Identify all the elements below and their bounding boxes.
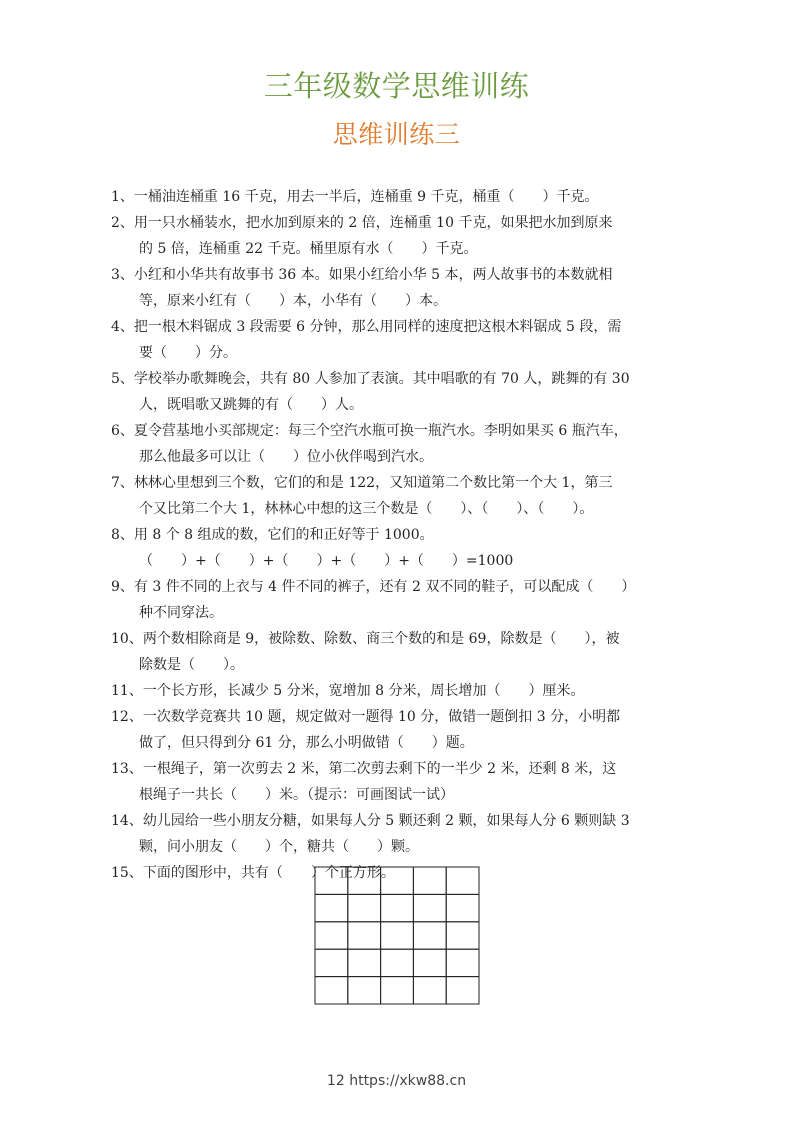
question-text: 学校举办歌舞晚会，共有 80 人参加了表演。其中唱歌的有 70 人，跳舞的有 30 [133,371,630,387]
question-text-continued: 要（ ）分。 [139,345,237,361]
question-text: 有 3 件不同的上衣与 4 件不同的裤子，还有 2 双不同的鞋子，可以配成（ ） [133,579,636,595]
question-text: 用一只水桶装水，把水加到原来的 2 倍，连桶重 10 千克，如果把水加到原来 [133,215,613,231]
question-2 [111,210,683,262]
question-text-continued: 等，原来小红有（ ）本，小华有（ ）本。 [139,293,447,309]
grid-cell [348,922,381,949]
question-text: 一个长方形，长减少 5 分米，宽增加 8 分米，周长增加（ ）厘米。 [142,683,585,699]
question-number: 7、 [111,475,134,491]
question-8 [111,522,683,574]
question-12 [111,704,683,756]
question-number: 2、 [111,215,134,231]
question-text: 一桶油连桶重 16 千克，用去一半后，连桶重 9 千克，桶重（ ）千克。 [133,189,599,205]
question-number: 13、 [111,761,143,777]
question-text-continued: 做了，但只得到分 61 分，那么小明做错（ ）题。 [139,735,474,751]
grid-cell [315,977,348,1004]
question-text: 下面的图形中，共有（ ）个正方形。 [142,865,395,881]
question-number: 3、 [111,267,134,283]
question-11 [111,678,683,704]
footer-url: https://xkw88.cn [349,1073,467,1089]
square-grid-figure [314,866,480,1005]
question-text: 小红和小华共有故事书 36 本。如果小红给小华 5 本，两人故事书的本数就相 [133,267,613,283]
question-text-continued: 根绳子一共长（ ）米。（提示：可画图试一试） [139,787,454,803]
question-number: 14、 [111,813,143,829]
grid-cell [381,949,414,976]
grid-cell [446,949,479,976]
page-subtitle: 思维训练三 [332,120,461,149]
grid-cell [446,977,479,1004]
question-3 [111,262,683,314]
question-list [111,184,683,886]
grid-cell [413,922,446,949]
question-text: 幼儿园给一些小朋友分糖，如果每人分 5 颗还剩 2 颗，如果每人分 6 颗则缺 3 [142,813,630,829]
grid-cell [348,894,381,921]
question-text: 两个数相除商是 9，被除数、除数、商三个数的和是 69，除数是（ ），被 [142,631,620,647]
grid-cell [446,894,479,921]
grid-cell [315,867,348,894]
grid-cell [315,922,348,949]
grid-cell [315,894,348,921]
question-text-continued: 的 5 倍，连桶重 22 千克。桶里原有水（ ）千克。 [139,241,478,257]
question-7 [111,470,683,522]
question-9 [111,574,683,626]
grid-cell [446,867,479,894]
question-number: 1、 [111,189,134,205]
grid-cell [381,922,414,949]
page-title: 三年级数学思维训练 [263,69,530,103]
question-number: 10、 [111,631,143,647]
question-6 [111,418,683,470]
question-text-continued: 人，既唱歌又跳舞的有（ ）人。 [139,397,363,413]
grid-cell [348,867,381,894]
question-text-continued: 除数是（ ）。 [139,657,244,673]
question-text: 夏令营基地小买部规定：每三个空汽水瓶可换一瓶汽水。李明如果买 6 瓶汽车， [133,423,628,439]
page-footer [0,1071,793,1091]
grid-cell [413,977,446,1004]
question-text-continued: 颗，问小朋友（ ）个，糖共（ ）颗。 [139,839,419,855]
page-number: 12 [326,1073,345,1089]
question-5 [111,366,683,418]
question-number: 4、 [111,319,134,335]
question-text: 把一根木料锯成 3 段需要 6 分钟，那么用同样的速度把这根木料锯成 5 段，需 [133,319,622,335]
question-text: 一根绳子，第一次剪去 2 米，第二次剪去剩下的一半少 2 米，还剩 8 米，这 [142,761,617,777]
question-text: 林林心里想到三个数，它们的和是 122，又知道第二个数比第一个大 1，第三 [133,475,613,491]
grid-cell [413,867,446,894]
grid-cell [348,949,381,976]
question-number: 8、 [111,527,134,543]
grid-cell [446,922,479,949]
question-text-continued: （ ）+（ ）+（ ）+（ ）+（ ）=1000 [139,553,514,569]
question-text-continued: 那么他最多可以让（ ）位小伙伴喝到汽水。 [139,449,433,465]
question-number: 9、 [111,579,134,595]
question-number: 6、 [111,423,134,439]
question-number: 5、 [111,371,134,387]
grid-cell [413,894,446,921]
question-number: 11、 [111,683,143,699]
question-14 [111,808,683,860]
grid-cell [381,977,414,1004]
question-text-continued: 个又比第二个大 1，林林心中想的这三个数是（ ）、（ ）、（ ）。 [139,501,594,517]
question-number: 12、 [111,709,143,725]
grid-cell [413,949,446,976]
question-text: 一次数学竞赛共 10 题，规定做对一题得 10 分，做错一题倒扣 3 分，小明都 [142,709,621,725]
grid-cell [348,977,381,1004]
question-1 [111,184,683,210]
question-text-continued: 种不同穿法。 [139,605,223,621]
grid-cell [381,867,414,894]
question-10 [111,626,683,678]
question-4 [111,314,683,366]
question-text: 用 8 个 8 组成的数，它们的和正好等于 1000。 [133,527,434,543]
grid-cell [381,894,414,921]
question-13 [111,756,683,808]
question-number: 15、 [111,865,143,881]
grid-cell [315,949,348,976]
